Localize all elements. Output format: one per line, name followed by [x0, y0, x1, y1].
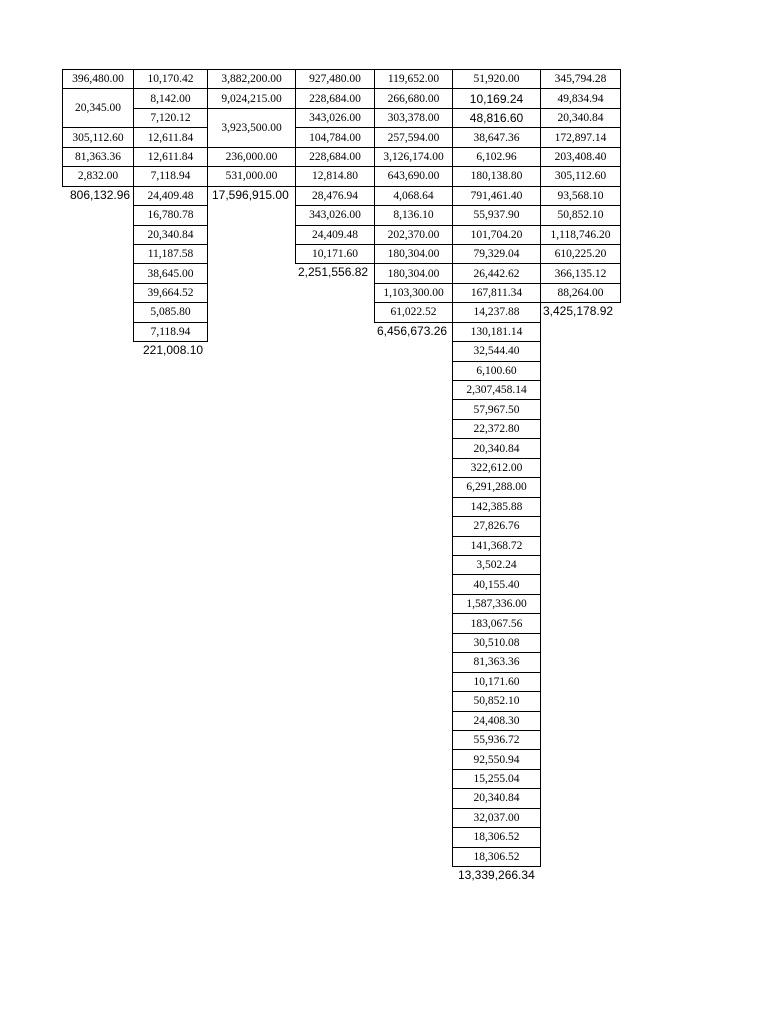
- table-cell[interactable]: 93,568.10: [540, 186, 621, 206]
- table-cell[interactable]: 81,363.36: [452, 652, 541, 672]
- table-cell[interactable]: 88,264.00: [540, 283, 621, 303]
- table-cell[interactable]: 643,690.00: [374, 166, 453, 186]
- table-cell[interactable]: 14,237.88: [452, 302, 541, 322]
- table-cell[interactable]: 791,461.40: [452, 186, 541, 206]
- table-cell[interactable]: 55,937.90: [452, 205, 541, 225]
- table-cell[interactable]: 141,368.72: [452, 536, 541, 556]
- table-cell[interactable]: 50,852.10: [452, 691, 541, 711]
- table-cell[interactable]: 927,480.00: [295, 69, 375, 89]
- table-cell[interactable]: 24,408.30: [452, 711, 541, 731]
- table-cell[interactable]: 180,138.80: [452, 166, 541, 186]
- table-cell[interactable]: 61,022.52: [374, 302, 453, 322]
- table-cell[interactable]: 10,171.60: [452, 672, 541, 692]
- table-cell[interactable]: 18,306.52: [452, 847, 541, 867]
- table-cell[interactable]: 39,664.52: [133, 283, 208, 303]
- table-cell[interactable]: 322,612.00: [452, 458, 541, 478]
- table-cell[interactable]: 38,645.00: [133, 263, 208, 283]
- table-cell[interactable]: 167,811.34: [452, 283, 541, 303]
- table-cell[interactable]: 27,826.76: [452, 516, 541, 536]
- table-cell[interactable]: 2,307,458.14: [452, 380, 541, 400]
- table-cell[interactable]: 48,816.60: [452, 108, 541, 128]
- table-cell[interactable]: 49,834.94: [540, 88, 621, 108]
- table-cell[interactable]: 172,897.14: [540, 127, 621, 147]
- table-cell[interactable]: 40,155.40: [452, 574, 541, 594]
- table-cell[interactable]: 228,684.00: [295, 147, 375, 167]
- table-cell[interactable]: 130,181.14: [452, 322, 541, 342]
- table-cell[interactable]: 9,024,215.00: [207, 88, 296, 108]
- table-cell[interactable]: 202,370.00: [374, 225, 453, 245]
- table-cell[interactable]: 104,784.00: [295, 127, 375, 147]
- column-total: 221,008.10: [143, 343, 204, 358]
- table-cell[interactable]: 305,112.60: [62, 127, 134, 147]
- column-total: 3,425,178.92: [543, 304, 614, 319]
- table-cell[interactable]: 5,085.80: [133, 302, 208, 322]
- table-cell[interactable]: 24,409.48: [295, 225, 375, 245]
- table-cell[interactable]: 8,136.10: [374, 205, 453, 225]
- table-cell[interactable]: 16,780.78: [133, 205, 208, 225]
- table-cell[interactable]: 7,118.94: [133, 166, 208, 186]
- table-cell[interactable]: 79,329.04: [452, 244, 541, 264]
- table-cell[interactable]: 20,345.00: [62, 88, 134, 128]
- table-cell[interactable]: 236,000.00: [207, 147, 296, 167]
- table-cell[interactable]: 305,112.60: [540, 166, 621, 186]
- table-cell[interactable]: 51,920.00: [452, 69, 541, 89]
- table-cell[interactable]: 8,142.00: [133, 88, 208, 108]
- column-total: 13,339,266.34: [458, 868, 535, 883]
- table-cell[interactable]: 20,340.84: [540, 108, 621, 128]
- column-total: 806,132.96: [70, 187, 131, 202]
- table-cell[interactable]: 343,026.00: [295, 108, 375, 128]
- table-cell[interactable]: 10,170.42: [133, 69, 208, 89]
- table-cell[interactable]: 32,037.00: [452, 808, 541, 828]
- table-cell[interactable]: 22,372.80: [452, 419, 541, 439]
- table-cell[interactable]: 50,852.10: [540, 205, 621, 225]
- table-cell[interactable]: 92,550.94: [452, 749, 541, 769]
- table-cell[interactable]: 7,118.94: [133, 322, 208, 342]
- table-cell[interactable]: 26,442.62: [452, 263, 541, 283]
- table-cell[interactable]: 3,126,174.00: [374, 147, 453, 167]
- table-cell[interactable]: 3,882,200.00: [207, 69, 296, 89]
- table-cell[interactable]: 3,923,500.00: [207, 108, 296, 148]
- table-cell[interactable]: 203,408.40: [540, 147, 621, 167]
- table-cell[interactable]: 180,304.00: [374, 244, 453, 264]
- table-cell[interactable]: 10,171.60: [295, 244, 375, 264]
- table-cell[interactable]: 11,187.58: [133, 244, 208, 264]
- table-cell[interactable]: 1,118,746.20: [540, 225, 621, 245]
- table-cell[interactable]: 12,611.84: [133, 127, 208, 147]
- table-cell[interactable]: 15,255.04: [452, 769, 541, 789]
- table-cell[interactable]: 32,544.40: [452, 341, 541, 361]
- table-cell[interactable]: 142,385.88: [452, 497, 541, 517]
- table-cell[interactable]: 2,832.00: [62, 166, 134, 186]
- table-cell[interactable]: 3,502.24: [452, 555, 541, 575]
- table-cell[interactable]: 343,026.00: [295, 205, 375, 225]
- table-cell[interactable]: 30,510.08: [452, 633, 541, 653]
- table-cell[interactable]: 1,103,300.00: [374, 283, 453, 303]
- table-cell[interactable]: 531,000.00: [207, 166, 296, 186]
- table-cell[interactable]: 81,363.36: [62, 147, 134, 167]
- table-cell[interactable]: 266,680.00: [374, 88, 453, 108]
- table-cell[interactable]: 24,409.48: [133, 186, 208, 206]
- table-cell[interactable]: 610,225.20: [540, 244, 621, 264]
- column-total: 6,456,673.26: [377, 323, 448, 338]
- table-cell[interactable]: 57,967.50: [452, 399, 541, 419]
- table-cell[interactable]: 6,102.96: [452, 147, 541, 167]
- table-cell[interactable]: 20,340.84: [452, 438, 541, 458]
- table-cell[interactable]: 228,684.00: [295, 88, 375, 108]
- table-cell[interactable]: 10,169.24: [452, 88, 541, 108]
- table-cell[interactable]: 12,611.84: [133, 147, 208, 167]
- column-total: 17,596,915.00: [212, 187, 289, 202]
- table-cell[interactable]: 12,814.80: [295, 166, 375, 186]
- table-cell[interactable]: 366,135.12: [540, 263, 621, 283]
- table-cell[interactable]: 6,291,288.00: [452, 477, 541, 497]
- table-cell[interactable]: 257,594.00: [374, 127, 453, 147]
- table-cell[interactable]: 7,120.12: [133, 108, 208, 128]
- column-total: 2,251,556.82: [298, 265, 369, 280]
- table-cell[interactable]: 20,340.84: [133, 225, 208, 245]
- table-cell[interactable]: 183,067.56: [452, 613, 541, 633]
- table-cell[interactable]: 1,587,336.00: [452, 594, 541, 614]
- table-cell[interactable]: 345,794.28: [540, 69, 621, 89]
- table-cell[interactable]: 6,100.60: [452, 361, 541, 381]
- table-cell[interactable]: 55,936.72: [452, 730, 541, 750]
- table-cell[interactable]: 38,647.36: [452, 127, 541, 147]
- table-cell[interactable]: 396,480.00: [62, 69, 134, 89]
- table-cell[interactable]: 18,306.52: [452, 827, 541, 847]
- table-cell[interactable]: 119,652.00: [374, 69, 453, 89]
- table-cell[interactable]: 20,340.84: [452, 788, 541, 808]
- table-cell[interactable]: 180,304.00: [374, 263, 453, 283]
- table-cell[interactable]: 28,476.94: [295, 186, 375, 206]
- table-cell[interactable]: 4,068.64: [374, 186, 453, 206]
- table-cell[interactable]: 101,704.20: [452, 225, 541, 245]
- table-cell[interactable]: 303,378.00: [374, 108, 453, 128]
